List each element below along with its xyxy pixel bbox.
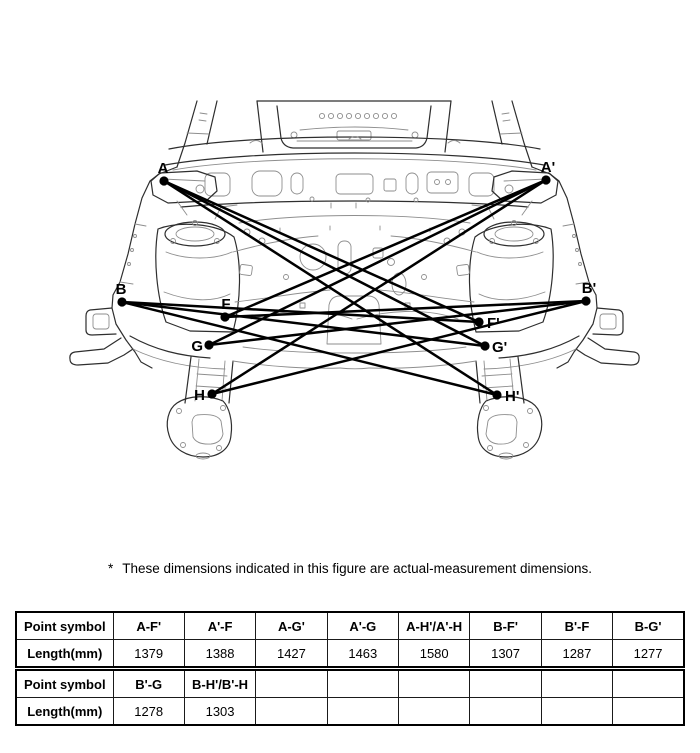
length-value-cell: 1580 [399, 640, 470, 668]
side-structure-art [70, 101, 340, 459]
measure-point-B [117, 297, 126, 306]
point-symbol-cell: A-G' [256, 612, 327, 640]
figure-footnote [0, 561, 700, 576]
length-value-cell [256, 698, 327, 726]
length-row [16, 640, 684, 668]
measure-point-label-Fp: F' [487, 315, 500, 332]
length-value-cell [327, 698, 398, 726]
length-header: Length(mm) [16, 640, 113, 668]
measure-point-Bp [581, 296, 590, 305]
point-symbol-header: Point symbol [16, 670, 113, 698]
point-symbol-row [16, 612, 684, 640]
measure-line-B-Hp [122, 302, 497, 395]
length-value-cell: 1427 [256, 640, 327, 668]
length-value-cell: 1277 [613, 640, 684, 668]
length-value-cell [613, 698, 684, 726]
length-value-cell: 1303 [184, 698, 255, 726]
point-symbol-header: Point symbol [16, 612, 113, 640]
length-value-cell: 1278 [113, 698, 184, 726]
measure-point-label-A: A [157, 160, 169, 177]
point-symbol-cell: B-G' [613, 612, 684, 640]
footnote-asterisk: * [107, 561, 114, 576]
point-symbol-cell: A-F' [113, 612, 184, 640]
measure-point-label-Ap: A' [540, 159, 556, 176]
point-symbol-cell: B'-F [541, 612, 612, 640]
measurement-lines [122, 180, 586, 395]
point-symbol-cell [613, 670, 684, 698]
length-header: Length(mm) [16, 698, 113, 726]
point-symbol-row [16, 670, 684, 698]
point-symbol-cell: B-F' [470, 612, 541, 640]
measure-point-label-Gp: G' [492, 339, 508, 356]
length-value-cell: 1388 [184, 640, 255, 668]
length-value-cell [399, 698, 470, 726]
length-row [16, 698, 684, 726]
measure-point-A [159, 176, 168, 185]
dimension-table-container [15, 611, 685, 727]
length-value-cell [541, 698, 612, 726]
measure-point-label-F: F [221, 296, 231, 313]
measure-point-label-Bp: B' [581, 280, 597, 297]
point-symbol-cell [256, 670, 327, 698]
measure-point-Ap [541, 175, 550, 184]
side-structure-art-right [369, 101, 639, 459]
length-value-cell: 1307 [470, 640, 541, 668]
measure-point-F [220, 312, 229, 321]
measure-point-H [207, 389, 216, 398]
measure-line-Bp-G [209, 301, 586, 345]
measure-point-G [204, 340, 213, 349]
measure-line-A-Hp [164, 181, 497, 395]
measure-point-label-H: H [194, 387, 205, 404]
dimension-table-group-1 [15, 611, 685, 668]
measure-line-Ap-H [212, 180, 546, 394]
length-value-cell [470, 698, 541, 726]
point-symbol-cell [327, 670, 398, 698]
point-symbol-cell: A'-F [184, 612, 255, 640]
point-symbol-cell [470, 670, 541, 698]
cowl-center-art [165, 101, 544, 208]
measure-point-label-Hp: H' [505, 388, 520, 405]
point-symbol-cell: B'-G [113, 670, 184, 698]
length-value-cell: 1379 [113, 640, 184, 668]
point-symbol-cell: B-H'/B'-H [184, 670, 255, 698]
measure-point-label-B: B [115, 281, 127, 298]
point-symbol-cell: A'-G [327, 612, 398, 640]
length-value-cell: 1287 [541, 640, 612, 668]
point-symbol-cell [541, 670, 612, 698]
measure-point-Gp [480, 341, 489, 350]
measure-point-label-G: G [191, 338, 203, 355]
measure-point-Fp [474, 317, 483, 326]
point-symbol-cell: A-H'/A'-H [399, 612, 470, 640]
measure-point-Hp [492, 390, 501, 399]
footnote-text: These dimensions indicated in this figure are actual-measurement dimensions. [122, 561, 592, 576]
length-value-cell: 1463 [327, 640, 398, 668]
point-symbol-cell [399, 670, 470, 698]
dimension-table-group-2 [15, 669, 685, 726]
